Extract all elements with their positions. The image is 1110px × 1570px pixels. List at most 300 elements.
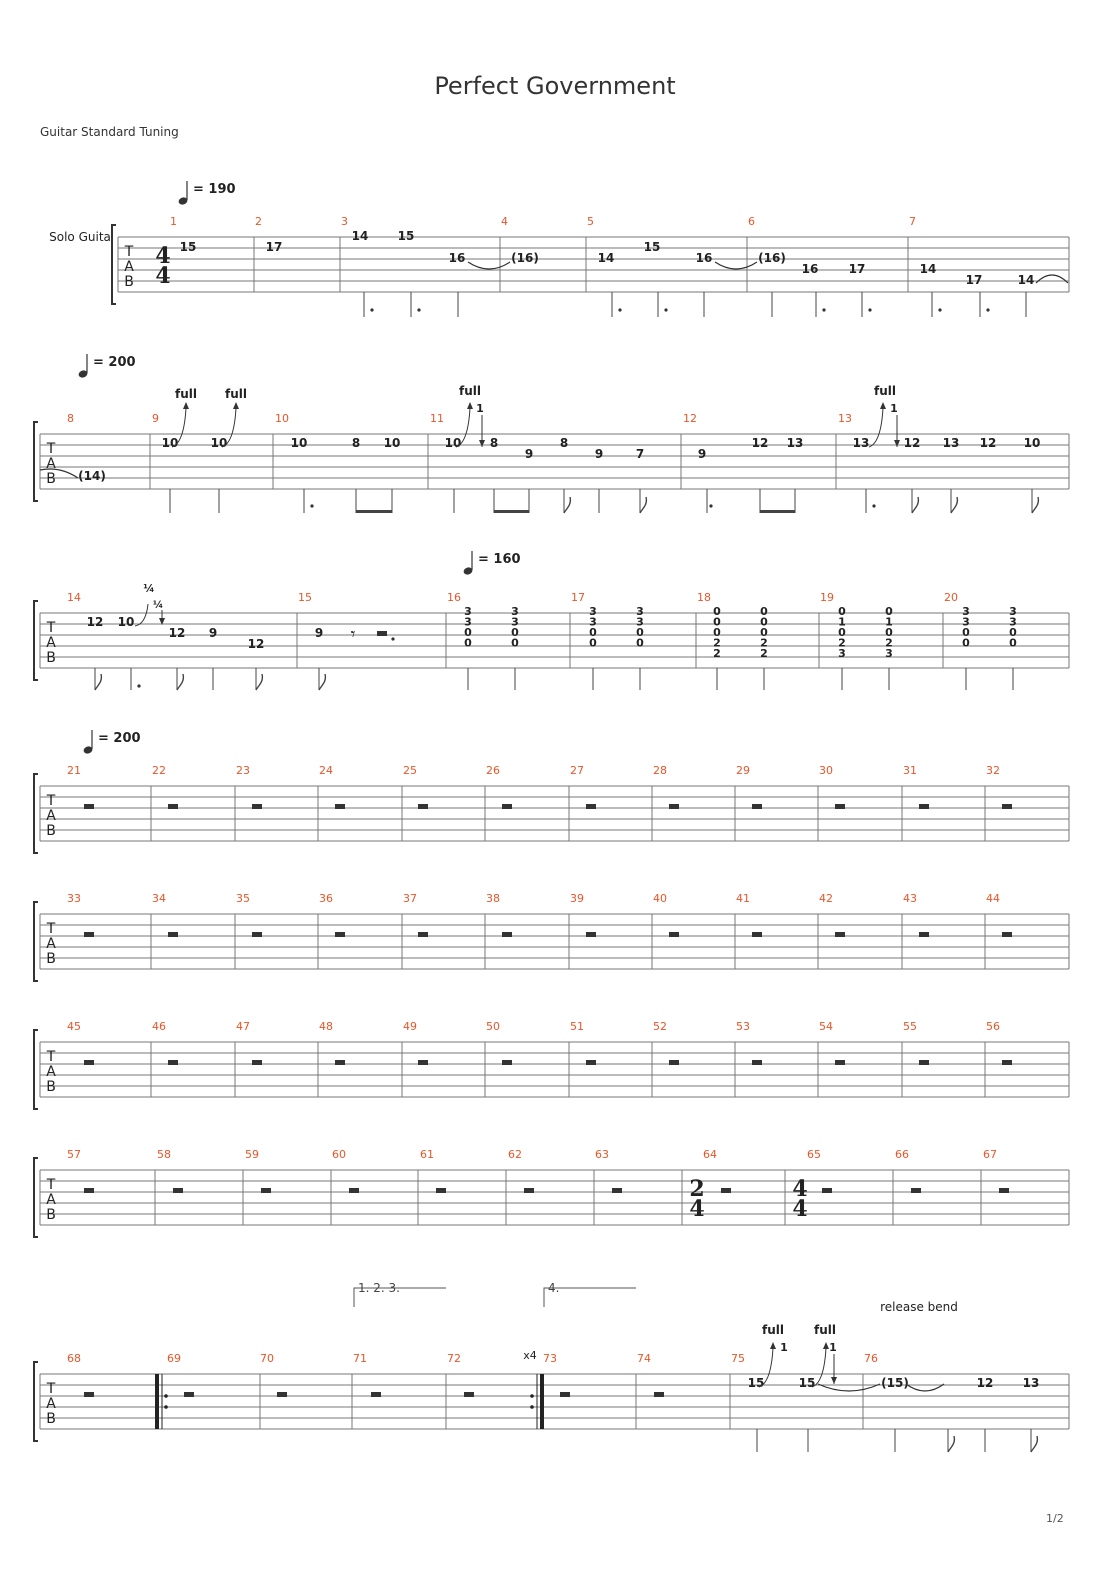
fret-number: 17 (965, 273, 983, 287)
bend-curve (869, 408, 883, 447)
measure-number: 34 (152, 892, 166, 905)
measure-number: 3 (341, 215, 348, 228)
whole-rest (919, 932, 929, 937)
measure-number: 17 (571, 591, 585, 604)
rhythm-dot (868, 308, 871, 311)
chord-fret: 2 (713, 636, 721, 650)
fret-number: 7 (635, 447, 645, 461)
fret-number: 12 (903, 436, 921, 450)
fret-number: 10 (1023, 436, 1041, 450)
measure-number: 12 (683, 412, 697, 425)
measure-number: 72 (447, 1352, 461, 1365)
tuning-label: Guitar Standard Tuning (40, 125, 179, 139)
tab-letter-b: B (46, 1207, 56, 1223)
chord-fret: 0 (838, 626, 846, 639)
tab-letter-t: T (46, 921, 56, 937)
whole-rest (84, 804, 94, 809)
repeat-dot (164, 1394, 168, 1398)
whole-rest (524, 1188, 534, 1193)
chord-fret: 3 (885, 647, 893, 660)
chord-fret: 3 (589, 615, 597, 629)
measure-number: 73 (543, 1352, 557, 1365)
bend-full-label: full (175, 387, 197, 401)
measure-number: 60 (332, 1148, 346, 1161)
whole-rest (999, 1188, 1009, 1193)
chord-fret: 3 (636, 605, 644, 618)
chord-fret: 0 (589, 636, 597, 650)
beam (760, 510, 795, 513)
rhythm-dot (938, 308, 941, 311)
fret-number: 15 (397, 229, 415, 243)
whole-rest (919, 1060, 929, 1065)
rhythm-dot (137, 684, 140, 687)
measure-number: 24 (319, 764, 333, 777)
measure-number: 46 (152, 1020, 166, 1033)
measure-number: 38 (486, 892, 500, 905)
chord-fret: 2 (885, 636, 893, 650)
measure-number: 76 (864, 1352, 878, 1365)
chord-fret: 0 (636, 626, 644, 639)
tab-letter-t: T (46, 1177, 56, 1193)
whole-rest (464, 1392, 474, 1397)
measure-number: 61 (420, 1148, 434, 1161)
measure-number: 30 (819, 764, 833, 777)
tempo-marking: = 200 (98, 731, 141, 746)
whole-rest (1002, 1060, 1012, 1065)
volta-ending-label: 1. 2. 3. (358, 1281, 400, 1295)
measure-number: 27 (570, 764, 584, 777)
measure-number: 65 (807, 1148, 821, 1161)
whole-rest (502, 1060, 512, 1065)
fret-number: 12 (751, 436, 769, 450)
bend-full-label: full (225, 387, 247, 401)
chord-fret: 3 (464, 615, 472, 629)
tab-letter-t: T (46, 620, 56, 636)
chord-fret: 0 (713, 626, 721, 639)
fret-number: 17 (848, 262, 866, 276)
measure-number: 62 (508, 1148, 522, 1161)
bend-full-label: full (762, 1323, 784, 1337)
measure-number: 22 (152, 764, 166, 777)
whole-rest (919, 804, 929, 809)
fret-number: (16) (758, 251, 786, 265)
tab-letter-b: B (46, 650, 56, 666)
measure-number: 15 (298, 591, 312, 604)
time-signature-top: 4 (792, 1176, 808, 1202)
release-arrow (894, 440, 900, 447)
measure-number: 26 (486, 764, 500, 777)
measure-number: 51 (570, 1020, 584, 1033)
measure-number: 7 (909, 215, 916, 228)
measure-number: 1 (170, 215, 177, 228)
fret-number: 10 (210, 436, 228, 450)
chord-fret: 0 (464, 626, 472, 639)
fret-number: 17 (265, 240, 283, 254)
chord-fret: 3 (1009, 615, 1017, 629)
whole-rest (669, 1060, 679, 1065)
whole-rest (669, 804, 679, 809)
fret-number: (15) (881, 1376, 909, 1390)
fret-number: 16 (448, 251, 466, 265)
fret-number: 13 (1022, 1376, 1040, 1390)
bend-arrow (183, 402, 189, 409)
whole-rest (721, 1188, 731, 1193)
rhythm-dot (664, 308, 667, 311)
eighth-flag (1031, 1436, 1037, 1452)
chord-fret: 3 (838, 647, 846, 660)
bend-full-label: full (459, 384, 481, 398)
chord-fret: 0 (636, 636, 644, 650)
fret-number: (16) (511, 251, 539, 265)
measure-number: 67 (983, 1148, 997, 1161)
whole-rest (586, 804, 596, 809)
rhythm-dot (417, 308, 420, 311)
whole-rest (252, 932, 262, 937)
tab-letter-a: A (46, 1396, 56, 1412)
measure-number: 6 (748, 215, 755, 228)
page-number: 1/2 (1046, 1512, 1064, 1525)
chord-fret: 0 (589, 626, 597, 639)
fret-number: 16 (801, 262, 819, 276)
tab-letter-b: B (46, 951, 56, 967)
chord-fret: 0 (760, 626, 768, 639)
fret-number: 15 (747, 1376, 765, 1390)
whole-rest (335, 1060, 345, 1065)
measure-number: 39 (570, 892, 584, 905)
fret-number: 9 (314, 626, 324, 640)
chord-fret: 2 (760, 636, 768, 650)
whole-rest (371, 1392, 381, 1397)
chord-fret: 2 (760, 647, 768, 660)
chord-fret: 3 (1009, 605, 1017, 618)
measure-number: 36 (319, 892, 333, 905)
chord-fret: 3 (962, 605, 970, 618)
fret-number: 9 (208, 626, 218, 640)
tab-letter-a: A (46, 635, 56, 651)
time-signature-top: 4 (155, 243, 171, 269)
measure-number: 44 (986, 892, 1000, 905)
fret-number: 15 (643, 240, 661, 254)
whole-rest (418, 804, 428, 809)
bend-arrow (770, 1342, 776, 1349)
pre-bend-amount: 1 (476, 402, 484, 415)
chord-fret: 0 (885, 626, 893, 639)
tab-letter-b: B (124, 274, 134, 290)
measure-number: 52 (653, 1020, 667, 1033)
whole-rest (502, 932, 512, 937)
track-name: Solo Guita (49, 230, 111, 244)
bend-arrow (467, 402, 473, 409)
measure-number: 13 (838, 412, 852, 425)
measure-number: 54 (819, 1020, 833, 1033)
fret-number: 12 (976, 1376, 994, 1390)
eighth-flag (256, 674, 262, 690)
fret-number: 14 (597, 251, 615, 265)
tab-letter-t: T (124, 244, 134, 260)
fret-number: 15 (179, 240, 197, 254)
whole-rest (418, 1060, 428, 1065)
fret-number: 12 (86, 615, 104, 629)
release-arrow (831, 1377, 837, 1384)
time-signature-top: 2 (689, 1176, 705, 1202)
pre-bend-amount: 1 (780, 1341, 788, 1354)
whole-rest (173, 1188, 183, 1193)
chord-fret: 0 (464, 636, 472, 650)
fret-number: 9 (524, 447, 534, 461)
tab-letter-b: B (46, 823, 56, 839)
measure-number: 11 (430, 412, 444, 425)
system-bracket (34, 601, 38, 680)
eighth-flag (640, 497, 646, 513)
measure-number: 74 (637, 1352, 651, 1365)
fret-number: (14) (78, 469, 106, 483)
measure-number: 68 (67, 1352, 81, 1365)
measure-number: 53 (736, 1020, 750, 1033)
whole-rest (752, 1060, 762, 1065)
chord-fret: 1 (885, 615, 893, 629)
whole-rest (84, 932, 94, 937)
measure-number: 5 (587, 215, 594, 228)
time-signature-bottom: 4 (792, 1196, 808, 1222)
rhythm-dot (822, 308, 825, 311)
bend-arrow (880, 402, 886, 409)
tie-arc (468, 262, 510, 269)
chord-fret: 3 (636, 615, 644, 629)
bend-arrow (823, 1342, 829, 1349)
measure-number: 75 (731, 1352, 745, 1365)
measure-number: 20 (944, 591, 958, 604)
eighth-rest: 𝄾 (350, 624, 356, 645)
fret-number: 15 (798, 1376, 816, 1390)
fret-number: 10 (444, 436, 462, 450)
tab-letter-a: A (124, 259, 134, 275)
whole-rest (835, 1060, 845, 1065)
chord-fret: 2 (713, 647, 721, 660)
rhythm-dot (709, 504, 712, 507)
whole-rest (261, 1188, 271, 1193)
whole-rest (168, 804, 178, 809)
chord-fret: 3 (511, 615, 519, 629)
volta-ending-label: 4. (548, 1281, 560, 1295)
chord-fret: 0 (1009, 626, 1017, 639)
tempo-marking: = 200 (93, 355, 136, 370)
whole-rest (752, 804, 762, 809)
whole-rest (418, 932, 428, 937)
repeat-dot (530, 1405, 534, 1409)
time-signature-bottom: 4 (155, 263, 171, 289)
repeat-start-thick-bar (155, 1374, 159, 1429)
system-bracket (34, 902, 38, 981)
measure-number: 40 (653, 892, 667, 905)
fret-number: 10 (161, 436, 179, 450)
fret-number: 12 (168, 626, 186, 640)
eighth-flag (564, 497, 570, 513)
whole-rest (84, 1392, 94, 1397)
eighth-flag (95, 674, 101, 690)
tab-letter-t: T (46, 793, 56, 809)
whole-rest (335, 804, 345, 809)
chord-fret: 0 (962, 626, 970, 639)
measure-number: 45 (67, 1020, 81, 1033)
measure-number: 66 (895, 1148, 909, 1161)
chord-fret: 0 (713, 605, 721, 618)
measure-number: 19 (820, 591, 834, 604)
tab-letter-t: T (46, 1381, 56, 1397)
measure-number: 43 (903, 892, 917, 905)
measure-number: 55 (903, 1020, 917, 1033)
fret-number: 13 (786, 436, 804, 450)
measure-number: 25 (403, 764, 417, 777)
bend-full-label: full (814, 1323, 836, 1337)
fret-number: 8 (489, 436, 499, 450)
chord-fret: 0 (760, 605, 768, 618)
chord-fret: 3 (464, 605, 472, 618)
whole-rest (654, 1392, 664, 1397)
eighth-flag (948, 1436, 954, 1452)
rhythm-dot (391, 637, 394, 640)
system-bracket (112, 225, 116, 304)
chord-fret: 0 (511, 626, 519, 639)
chord-fret: 0 (713, 615, 721, 629)
fret-number: 13 (942, 436, 960, 450)
measure-number: 42 (819, 892, 833, 905)
system-bracket (34, 1362, 38, 1441)
whole-rest (835, 804, 845, 809)
chord-fret: 1 (838, 615, 846, 629)
tempo-marking: = 190 (193, 182, 236, 197)
tab-letter-b: B (46, 1079, 56, 1095)
pre-bend-amount: 1 (829, 1341, 837, 1354)
fret-number: 14 (1017, 273, 1035, 287)
whole-rest (436, 1188, 446, 1193)
measure-number: 8 (67, 412, 74, 425)
pre-bend-amount: 1 (890, 402, 898, 415)
measure-number: 18 (697, 591, 711, 604)
chord-fret: 0 (760, 615, 768, 629)
measure-number: 35 (236, 892, 250, 905)
beam (356, 510, 392, 513)
measure-number: 28 (653, 764, 667, 777)
system-bracket (34, 1030, 38, 1109)
beam (494, 510, 529, 513)
fret-number: 12 (979, 436, 997, 450)
eighth-flag (319, 674, 325, 690)
system-bracket (34, 422, 38, 501)
tab-letter-a: A (46, 1192, 56, 1208)
measure-number: 32 (986, 764, 1000, 777)
measure-number: 69 (167, 1352, 181, 1365)
whole-rest (1002, 932, 1012, 937)
whole-rest (911, 1188, 921, 1193)
system-bracket (34, 774, 38, 853)
measure-number: 48 (319, 1020, 333, 1033)
tie-arc (1036, 275, 1068, 283)
whole-rest (168, 932, 178, 937)
measure-number: 10 (275, 412, 289, 425)
whole-rest (669, 932, 679, 937)
whole-rest (252, 804, 262, 809)
chord-fret: 2 (838, 636, 846, 650)
eighth-flag (1032, 497, 1038, 513)
whole-rest (822, 1188, 832, 1193)
repeat-dot (530, 1394, 534, 1398)
bend-curve (135, 604, 148, 626)
whole-rest (84, 1060, 94, 1065)
time-signature-bottom: 4 (689, 1196, 705, 1222)
fret-number: 10 (117, 615, 135, 629)
whole-rest (502, 804, 512, 809)
measure-number: 16 (447, 591, 461, 604)
tab-letter-a: A (46, 456, 56, 472)
fret-number: 8 (559, 436, 569, 450)
bend-arrow (233, 402, 239, 409)
rhythm-dot (370, 308, 373, 311)
eighth-flag (951, 497, 957, 513)
whole-rest (84, 1188, 94, 1193)
measure-number: 47 (236, 1020, 250, 1033)
measure-number: 64 (703, 1148, 717, 1161)
fret-number: 10 (290, 436, 308, 450)
whole-rest (335, 932, 345, 937)
chord-fret: 3 (511, 605, 519, 618)
chord-fret: 0 (511, 636, 519, 650)
whole-rest (168, 1060, 178, 1065)
whole-rest (586, 932, 596, 937)
release-arrow (479, 440, 485, 447)
chord-fret: 0 (838, 605, 846, 618)
chord-fret: 0 (885, 605, 893, 618)
rhythm-dot (872, 504, 875, 507)
fret-number: 8 (351, 436, 361, 450)
measure-number: 31 (903, 764, 917, 777)
tab-letter-a: A (46, 808, 56, 824)
measure-number: 71 (353, 1352, 367, 1365)
measure-number: 4 (501, 215, 508, 228)
measure-number: 58 (157, 1148, 171, 1161)
release-bend-label: release bend (880, 1300, 958, 1314)
whole-rest (560, 1392, 570, 1397)
measure-number: 70 (260, 1352, 274, 1365)
half-rest (377, 631, 387, 636)
whole-rest (349, 1188, 359, 1193)
fret-number: 16 (695, 251, 713, 265)
measure-number: 57 (67, 1148, 81, 1161)
eighth-flag (912, 497, 918, 513)
whole-rest (1002, 804, 1012, 809)
measure-number: 14 (67, 591, 81, 604)
system-bracket (34, 1158, 38, 1237)
repeat-dot (164, 1405, 168, 1409)
measure-number: 41 (736, 892, 750, 905)
fret-number: 14 (919, 262, 937, 276)
tab-letter-a: A (46, 936, 56, 952)
repeat-count: x4 (523, 1349, 537, 1362)
tab-letter-t: T (46, 441, 56, 457)
repeat-end-thick-bar (540, 1374, 544, 1429)
rhythm-dot (618, 308, 621, 311)
fret-number: 9 (594, 447, 604, 461)
rhythm-dot (986, 308, 989, 311)
tempo-marking: = 160 (478, 552, 521, 567)
measure-number: 33 (67, 892, 81, 905)
fret-number: 9 (697, 447, 707, 461)
measure-number: 37 (403, 892, 417, 905)
measure-number: 23 (236, 764, 250, 777)
measure-number: 21 (67, 764, 81, 777)
measure-number: 49 (403, 1020, 417, 1033)
measure-number: 59 (245, 1148, 259, 1161)
song-title: Perfect Government (434, 72, 676, 100)
